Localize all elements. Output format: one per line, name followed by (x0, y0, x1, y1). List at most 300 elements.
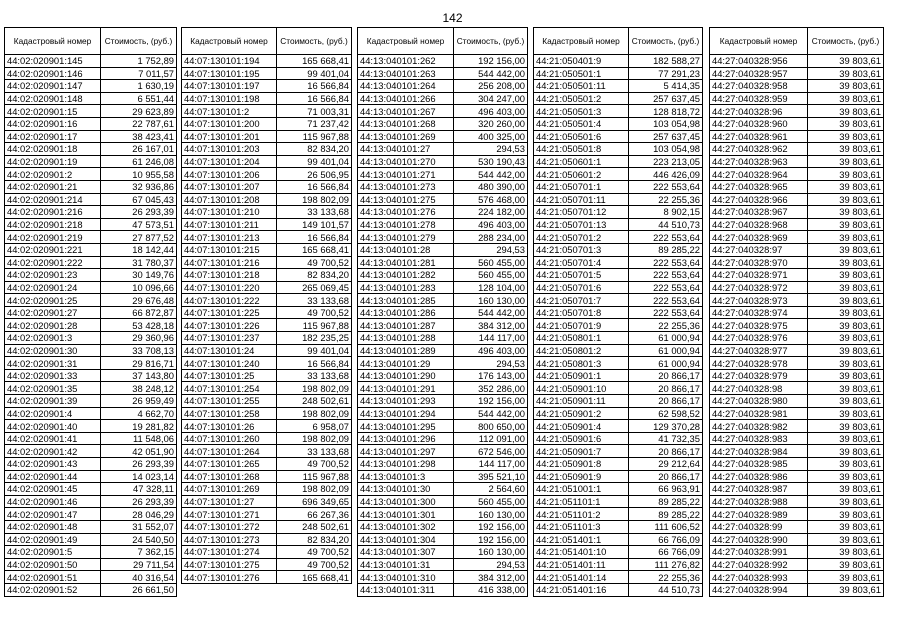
cadastral-number-cell: 44:27:040328:989 (710, 508, 808, 521)
cadastral-number-cell: 44:27:040328:988 (710, 495, 808, 508)
cadastral-number-cell: 44:21:050901:6 (534, 432, 629, 445)
cadastral-number-cell: 44:21:051401:10 (534, 546, 629, 559)
table-row (5, 269, 177, 282)
table-row (358, 117, 528, 130)
cadastral-number-cell: 44:27:040328:977 (710, 344, 808, 357)
table-row (5, 432, 177, 445)
cost-cell: 39 803,61 (808, 420, 884, 433)
table-row (358, 546, 528, 559)
page-number: 142 (442, 11, 463, 25)
table-row (534, 483, 703, 496)
cadastral-number-cell: 44:21:050801:3 (534, 357, 629, 370)
table-row (182, 281, 352, 294)
table-row (710, 583, 884, 596)
cost-cell: 198 802,09 (277, 483, 352, 496)
cadastral-number-cell: 44:27:040328:962 (710, 143, 808, 156)
cadastral-number-cell: 44:07:130101:272 (182, 520, 277, 533)
table-row (5, 344, 177, 357)
cadastral-number-cell: 44:02:020901:16 (5, 117, 101, 130)
table-row (358, 332, 528, 345)
table-row (5, 67, 177, 80)
cost-cell: 222 553,64 (629, 231, 703, 244)
cadastral-number-cell: 44:07:130101:275 (182, 558, 277, 571)
cadastral-number-cell: 44:21:050901:7 (534, 445, 629, 458)
table-row (358, 369, 528, 382)
cost-cell: 223 213,05 (629, 155, 703, 168)
cadastral-number-cell: 44:02:020901:219 (5, 231, 101, 244)
table-row (710, 155, 884, 168)
table-row (710, 168, 884, 181)
table-row (534, 143, 703, 156)
table-row (358, 470, 528, 483)
cost-cell: 111 276,82 (629, 558, 703, 571)
table-row (358, 558, 528, 571)
cost-cell: 39 803,61 (808, 571, 884, 584)
table-row (710, 533, 884, 546)
table-row (358, 193, 528, 206)
cost-cell: 400 325,00 (454, 130, 528, 143)
cadastral-number-cell: 44:21:050501:6 (534, 130, 629, 143)
cost-cell: 22 255,36 (629, 193, 703, 206)
cost-cell: 31 780,37 (101, 256, 177, 269)
table-row (5, 193, 177, 206)
cost-cell: 222 553,64 (629, 306, 703, 319)
table-row (534, 445, 703, 458)
cadastral-number-cell: 44:02:020901:18 (5, 143, 101, 156)
table-row (5, 583, 177, 596)
cost-cell: 39 803,61 (808, 483, 884, 496)
table-row (182, 344, 352, 357)
cadastral-number-cell: 44:21:050501:11 (534, 80, 629, 93)
cadastral-number-cell: 44:21:050801:1 (534, 332, 629, 345)
cost-cell: 39 803,61 (808, 80, 884, 93)
cadastral-number-cell: 44:13:040101:273 (358, 180, 454, 193)
table-row (710, 130, 884, 143)
cadastral-number-cell: 44:13:040101:288 (358, 332, 454, 345)
cost-cell: 44 510,73 (629, 583, 703, 596)
table-row (358, 382, 528, 395)
cost-cell: 29 676,48 (101, 294, 177, 307)
table-row (534, 294, 703, 307)
table-row (534, 508, 703, 521)
table-row (534, 470, 703, 483)
cost-cell: 33 133,68 (277, 294, 352, 307)
cost-cell: 192 156,00 (454, 533, 528, 546)
cost-cell: 71 003,31 (277, 105, 352, 118)
cost-cell: 248 502,61 (277, 395, 352, 408)
table-row (710, 256, 884, 269)
cost-table-2 (181, 27, 352, 584)
cost-cell: 198 802,09 (277, 382, 352, 395)
cost-cell: 10 955,58 (101, 168, 177, 181)
cost-cell: 7 362,15 (101, 546, 177, 559)
table-row (358, 458, 528, 471)
table-row (182, 130, 352, 143)
cadastral-number-cell: 44:21:051401:1 (534, 533, 629, 546)
cost-cell: 294,53 (454, 143, 528, 156)
cost-cell: 222 553,64 (629, 281, 703, 294)
table-row (710, 319, 884, 332)
cost-cell: 16 566,84 (277, 80, 352, 93)
table-row (710, 369, 884, 382)
table-row (5, 558, 177, 571)
table-row (5, 143, 177, 156)
cost-cell: 16 566,84 (277, 92, 352, 105)
header-cost: Стоимость, (руб.) (101, 28, 177, 55)
table-row (182, 470, 352, 483)
cadastral-number-cell: 44:13:040101:304 (358, 533, 454, 546)
cost-cell: 112 091,00 (454, 432, 528, 445)
cost-cell: 530 190,43 (454, 155, 528, 168)
table-row (710, 231, 884, 244)
cost-cell: 115 967,88 (277, 470, 352, 483)
cadastral-number-cell: 44:07:130101:210 (182, 206, 277, 219)
table-row (534, 571, 703, 584)
table-row (534, 218, 703, 231)
cost-table-5 (709, 27, 884, 597)
table-row (358, 508, 528, 521)
cost-cell: 66 766,09 (629, 533, 703, 546)
table-row (182, 55, 352, 68)
table-row (534, 407, 703, 420)
table-row (182, 571, 352, 584)
header-cadastral: Кадастровый номер (534, 28, 629, 55)
cadastral-number-cell: 44:13:040101:297 (358, 445, 454, 458)
cost-cell: 22 787,61 (101, 117, 177, 130)
table-row (5, 306, 177, 319)
cadastral-number-cell: 44:02:020901:145 (5, 55, 101, 68)
table-row (5, 369, 177, 382)
table-row (358, 130, 528, 143)
table-row (358, 243, 528, 256)
cost-cell: 2 564,60 (454, 483, 528, 496)
cost-cell: 61 000,94 (629, 357, 703, 370)
cost-cell: 38 423,41 (101, 130, 177, 143)
cadastral-number-cell: 44:13:040101:296 (358, 432, 454, 445)
cadastral-number-cell: 44:21:050401:9 (534, 55, 629, 68)
cost-cell: 149 101,57 (277, 218, 352, 231)
cadastral-number-cell: 44:27:040328:960 (710, 117, 808, 130)
table-row (358, 256, 528, 269)
cadastral-number-cell: 44:02:020901:25 (5, 294, 101, 307)
cadastral-number-cell: 44:21:050701:11 (534, 193, 629, 206)
cadastral-number-cell: 44:13:040101:270 (358, 155, 454, 168)
cadastral-number-cell: 44:07:130101:258 (182, 407, 277, 420)
cost-cell: 39 803,61 (808, 546, 884, 559)
cadastral-number-cell: 44:27:040328:985 (710, 458, 808, 471)
cost-cell: 395 521,10 (454, 470, 528, 483)
cost-cell: 8 902,15 (629, 206, 703, 219)
table-row (710, 67, 884, 80)
table-row (5, 445, 177, 458)
cost-cell: 67 045,43 (101, 193, 177, 206)
cost-cell: 41 732,35 (629, 432, 703, 445)
cadastral-number-cell: 44:13:040101:268 (358, 117, 454, 130)
cost-cell: 66 267,36 (277, 508, 352, 521)
cadastral-number-cell: 44:02:020901:24 (5, 281, 101, 294)
table-row (358, 583, 528, 596)
table-row (182, 143, 352, 156)
cost-cell: 40 316,54 (101, 571, 177, 584)
cadastral-number-cell: 44:07:130101:274 (182, 546, 277, 559)
table-row (534, 332, 703, 345)
cadastral-number-cell: 44:27:040328:986 (710, 470, 808, 483)
table-row (534, 495, 703, 508)
cadastral-number-cell: 44:27:040328:969 (710, 231, 808, 244)
cost-cell: 61 000,94 (629, 332, 703, 345)
cost-cell: 352 286,00 (454, 382, 528, 395)
table-row (358, 432, 528, 445)
cost-cell: 33 133,68 (277, 369, 352, 382)
table-row (5, 92, 177, 105)
cadastral-number-cell: 44:07:130101:260 (182, 432, 277, 445)
cost-cell: 248 502,61 (277, 520, 352, 533)
cost-cell: 53 428,18 (101, 319, 177, 332)
table-row (182, 117, 352, 130)
cadastral-number-cell: 44:07:130101:204 (182, 155, 277, 168)
cadastral-number-cell: 44:21:050901:4 (534, 420, 629, 433)
table-row (358, 155, 528, 168)
cost-cell: 39 803,61 (808, 458, 884, 471)
table-row (5, 520, 177, 533)
cadastral-number-cell: 44:27:040328:971 (710, 269, 808, 282)
cost-cell: 1 630,19 (101, 80, 177, 93)
table-row (5, 256, 177, 269)
cadastral-number-cell: 44:02:020901:222 (5, 256, 101, 269)
cost-cell: 11 548,06 (101, 432, 177, 445)
cadastral-number-cell: 44:21:051401:14 (534, 571, 629, 584)
cadastral-number-cell: 44:21:050701:9 (534, 319, 629, 332)
table-row (534, 180, 703, 193)
cadastral-number-cell: 44:02:020901:43 (5, 458, 101, 471)
table-row (182, 508, 352, 521)
table-row (5, 218, 177, 231)
cost-cell: 496 403,00 (454, 344, 528, 357)
table-row (358, 218, 528, 231)
cost-cell: 480 390,00 (454, 180, 528, 193)
table-row (358, 306, 528, 319)
cadastral-number-cell: 44:13:040101:269 (358, 130, 454, 143)
table-row (534, 344, 703, 357)
cadastral-number-cell: 44:07:130101:269 (182, 483, 277, 496)
table-row (710, 180, 884, 193)
table-row (534, 130, 703, 143)
cost-cell: 265 069,45 (277, 281, 352, 294)
cadastral-number-cell: 44:21:051401:16 (534, 583, 629, 596)
cost-cell: 44 510,73 (629, 218, 703, 231)
cadastral-number-cell: 44:02:020901:30 (5, 344, 101, 357)
table-row (534, 395, 703, 408)
cadastral-number-cell: 44:02:020901:146 (5, 67, 101, 80)
table-row (358, 269, 528, 282)
cadastral-number-cell: 44:02:020901:2 (5, 168, 101, 181)
cost-cell: 672 546,00 (454, 445, 528, 458)
cost-cell: 446 426,09 (629, 168, 703, 181)
table-row (182, 92, 352, 105)
cost-cell: 182 588,27 (629, 55, 703, 68)
cadastral-number-cell: 44:13:040101:271 (358, 168, 454, 181)
cost-cell: 39 803,61 (808, 294, 884, 307)
cost-cell: 66 963,91 (629, 483, 703, 496)
cost-cell: 39 803,61 (808, 369, 884, 382)
cost-cell: 160 130,00 (454, 294, 528, 307)
table-row (534, 155, 703, 168)
cadastral-number-cell: 44:02:020901:39 (5, 395, 101, 408)
cadastral-number-cell: 44:27:040328:970 (710, 256, 808, 269)
cost-cell: 192 156,00 (454, 520, 528, 533)
table-row (182, 193, 352, 206)
cadastral-number-cell: 44:21:050901:10 (534, 382, 629, 395)
cost-cell: 39 803,61 (808, 155, 884, 168)
table-row (710, 382, 884, 395)
cost-cell: 39 803,61 (808, 180, 884, 193)
cost-cell: 39 803,61 (808, 281, 884, 294)
cadastral-number-cell: 44:02:020901:40 (5, 420, 101, 433)
table-row (534, 80, 703, 93)
table-row (710, 206, 884, 219)
cadastral-number-cell: 44:02:020901:45 (5, 483, 101, 496)
cost-cell: 165 668,41 (277, 243, 352, 256)
cadastral-number-cell: 44:13:040101:279 (358, 231, 454, 244)
table-row (182, 180, 352, 193)
cadastral-number-cell: 44:07:130101:237 (182, 332, 277, 345)
table-row (358, 231, 528, 244)
cadastral-number-cell: 44:07:130101:24 (182, 344, 277, 357)
cadastral-number-cell: 44:07:130101:207 (182, 180, 277, 193)
table-row (358, 206, 528, 219)
cost-cell: 144 117,00 (454, 332, 528, 345)
cost-cell: 26 506,95 (277, 168, 352, 181)
table-row (182, 395, 352, 408)
cadastral-number-cell: 44:07:130101:25 (182, 369, 277, 382)
cost-cell: 384 312,00 (454, 571, 528, 584)
cost-cell: 20 866,17 (629, 382, 703, 395)
cost-cell: 294,53 (454, 357, 528, 370)
table-row (710, 55, 884, 68)
cost-cell: 30 149,76 (101, 269, 177, 282)
cadastral-number-cell: 44:02:020901:3 (5, 332, 101, 345)
cadastral-number-cell: 44:13:040101:294 (358, 407, 454, 420)
table-row (182, 445, 352, 458)
cost-table-4 (533, 27, 703, 597)
cost-cell: 22 255,36 (629, 571, 703, 584)
cadastral-number-cell: 44:07:130101:195 (182, 67, 277, 80)
cadastral-number-cell: 44:21:050701:5 (534, 269, 629, 282)
cost-cell: 39 803,61 (808, 508, 884, 521)
cadastral-number-cell: 44:27:040328:992 (710, 558, 808, 571)
header-cadastral: Кадастровый номер (710, 28, 808, 55)
table-row (710, 92, 884, 105)
cadastral-number-cell: 44:21:050701:13 (534, 218, 629, 231)
table-row (5, 180, 177, 193)
cost-cell: 28 046,29 (101, 508, 177, 521)
table-row (710, 395, 884, 408)
cost-cell: 37 143,80 (101, 369, 177, 382)
table-row (710, 420, 884, 433)
cost-cell: 165 668,41 (277, 55, 352, 68)
cost-cell: 82 834,20 (277, 143, 352, 156)
cadastral-number-cell: 44:27:040328:99 (710, 520, 808, 533)
cadastral-number-cell: 44:07:130101:200 (182, 117, 277, 130)
table-row (710, 571, 884, 584)
table-row (534, 92, 703, 105)
cadastral-number-cell: 44:21:050901:1 (534, 369, 629, 382)
table-row (534, 583, 703, 596)
cadastral-number-cell: 44:07:130101:208 (182, 193, 277, 206)
header-cost: Стоимость, (руб.) (277, 28, 352, 55)
cost-cell: 39 803,61 (808, 382, 884, 395)
cost-cell: 224 182,00 (454, 206, 528, 219)
cadastral-number-cell: 44:07:130101:2 (182, 105, 277, 118)
cost-cell: 39 803,61 (808, 357, 884, 370)
table-row (5, 105, 177, 118)
cadastral-number-cell: 44:13:040101:287 (358, 319, 454, 332)
cost-cell: 26 661,50 (101, 583, 177, 596)
cost-cell: 496 403,00 (454, 218, 528, 231)
table-row (5, 168, 177, 181)
table-row (358, 67, 528, 80)
table-row (182, 294, 352, 307)
table-row (182, 168, 352, 181)
table-row (5, 407, 177, 420)
table-row (358, 344, 528, 357)
cost-cell: 47 573,51 (101, 218, 177, 231)
cadastral-number-cell: 44:13:040101:278 (358, 218, 454, 231)
cadastral-number-cell: 44:27:040328:98 (710, 382, 808, 395)
cadastral-number-cell: 44:27:040328:972 (710, 281, 808, 294)
cadastral-number-cell: 44:07:130101:26 (182, 420, 277, 433)
cost-cell: 29 212,64 (629, 458, 703, 471)
table-row (182, 369, 352, 382)
cadastral-number-cell: 44:21:050901:2 (534, 407, 629, 420)
cost-cell: 39 803,61 (808, 558, 884, 571)
cost-cell: 39 803,61 (808, 243, 884, 256)
table-row (5, 332, 177, 345)
cost-cell: 182 235,25 (277, 332, 352, 345)
table-row (5, 281, 177, 294)
cadastral-number-cell: 44:27:040328:994 (710, 583, 808, 596)
cadastral-number-cell: 44:13:040101:281 (358, 256, 454, 269)
cost-cell: 19 281,82 (101, 420, 177, 433)
table-row (534, 256, 703, 269)
cost-cell: 16 566,84 (277, 231, 352, 244)
table-row (358, 105, 528, 118)
table-row (358, 168, 528, 181)
cadastral-number-cell: 44:02:020901:50 (5, 558, 101, 571)
cost-cell: 6 958,07 (277, 420, 352, 433)
cadastral-number-cell: 44:27:040328:968 (710, 218, 808, 231)
cadastral-number-cell: 44:02:020901:42 (5, 445, 101, 458)
cadastral-number-cell: 44:02:020901:35 (5, 382, 101, 395)
table-row (534, 243, 703, 256)
table-row (534, 269, 703, 282)
cost-cell: 89 285,22 (629, 495, 703, 508)
cost-cell: 39 803,61 (808, 407, 884, 420)
table-row (182, 382, 352, 395)
cadastral-number-cell: 44:07:130101:226 (182, 319, 277, 332)
table-row (358, 395, 528, 408)
table-row (534, 231, 703, 244)
table-row (358, 180, 528, 193)
cadastral-number-cell: 44:27:040328:991 (710, 546, 808, 559)
table-row (358, 143, 528, 156)
cost-cell: 31 552,07 (101, 520, 177, 533)
cadastral-number-cell: 44:27:040328:957 (710, 67, 808, 80)
cadastral-number-cell: 44:27:040328:956 (710, 55, 808, 68)
cost-cell: 62 598,52 (629, 407, 703, 420)
cost-cell: 49 700,52 (277, 458, 352, 471)
cadastral-number-cell: 44:02:020901:15 (5, 105, 101, 118)
